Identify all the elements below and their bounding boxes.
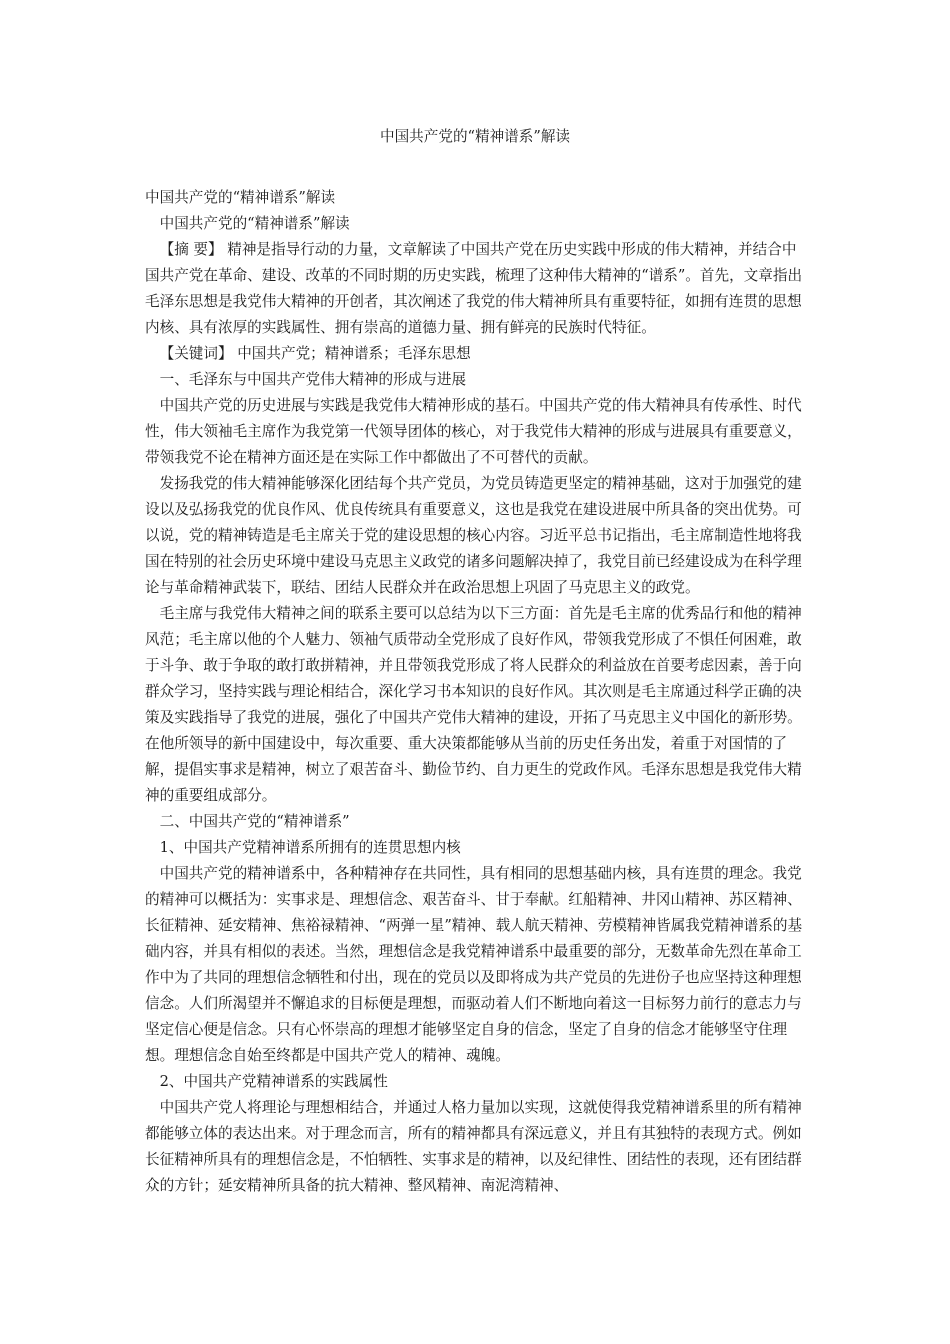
section-heading: 二、中国共产党的“精神谱系” [159, 813, 350, 830]
repeat-title: 中国共产党的“精神谱系”解读 [145, 189, 336, 206]
document-page [145, 127, 805, 1199]
document-title: 中国共产党的“精神谱系”解读 [379, 128, 571, 145]
body-paragraph: 毛主席与我党伟大精神之间的联系主要可以总结为以下三方面：首先是毛主席的优秀品行和他的精神风范；毛主席以他的个人魅力、领袖气质带动全党形成了良好作风，带领我党形成了不惧任何困难，敢于斗争、敢于争取的敢打敢拼精神，并且带领我党形成了将人民群众的利益放在首要考虑因素，善于向群众学习，坚持实践与理论相结合，深化学习书本知识的良好作风。其次则是毛主席通过科学正确的决策及实践指导了我党的进展，强化了中国共产党伟大精神的建设，开拓了马克思主义中国化的新形势。在他所领导的新中国建设中，每次重要、重大决策都能够从当前的历史任务出发，着重于对国情的了解，提倡实事求是精神，树立了艰苦奋斗、勤俭节约、自力更生的党政作风。毛泽东思想是我党伟大精神的重要组成部分。 [145, 605, 802, 804]
section-heading: 一、毛泽东与中国共产党伟大精神的形成与进展 [159, 371, 467, 388]
body-paragraph: 中国共产党人将理论与理想相结合，并通过人格力量加以实现，这就使得我党精神谱系里的所有精神都能够立体的表达出来。对于理念而言，所有的精神都具有深远意义，并且有其独特的表现方式。例如长征精神所具有的理想信念是，不怕牺牲、实事求是的精神，以及纪律性、团结性的表现，还有团结群众的方针；延安精神所具备的抗大精神、整风精神、南泥湾精神、 [145, 1099, 802, 1194]
body-paragraph: 中国共产党的精神谱系中，各种精神存在共同性，具有相同的思想基础内核，具有连贯的理念。我党的精神可以概括为：实事求是、理想信念、艰苦奋斗、甘于奉献。红船精神、井冈山精神、苏区精神、长征精神、延安精神、焦裕禄精神、“两弹一星”精神、载人航天精神、劳模精神皆属我党精神谱系的基础内容，并具有相似的表述。当然，理想信念是我党精神谱系中最重要的部分，无数革命先烈在革命工作中为了共同的理想信念牺牲和付出，现在的党员以及即将成为共产党员的先进份子也应坚持这种理想信念。人们所渴望并不懈追求的目标便是理想，而驱动着人们不断地向着这一目标努力前行的意志力与坚定信心便是信念。只有心怀崇高的理想才能够坚定自身的信念，坚定了自身的信念才能够坚守住理想。理想信念自始至终都是中国共产党人的精神、魂魄。 [145, 865, 803, 1064]
subsection-heading: 2、中国共产党精神谱系的实践属性 [159, 1073, 388, 1090]
abstract-paragraph: 【摘 要】 精神是指导行动的力量，文章解读了中国共产党在历史实践中形成的伟大精神，并结合中国共产党在革命、建设、改革的不同时期的历史实践，梳理了这种伟大精神的“谱系”。首先，文章指出毛泽东思想是我党伟大精神的开创者，其次阐述了我党的伟大精神所具有重要特征，如拥有连贯的思想内核、具有浓厚的实践属性、拥有崇高的道德力量、拥有鲜亮的民族时代特征。 [145, 241, 803, 336]
subsection-heading: 1、中国共产党精神谱系所拥有的连贯思想内核 [159, 839, 461, 856]
repeat-title-indented: 中国共产党的“精神谱系”解读 [159, 215, 350, 232]
body-paragraph: 发扬我党的伟大精神能够深化团结每个共产党员，为党员铸造更坚定的精神基础，这对于加强党的建设以及弘扬我党的优良作风、优良传统具有重要意义，这也是我党在建设进展中所具备的突出优势。可以说，党的精神铸造是毛主席关于党的建设思想的核心内容。习近平总书记指出，毛主席制造性地将我国在特别的社会历史环境中建设马克思主义政党的诸多问题解决掉了，我党目前已经建设成为在科学理论与革命精神武装下，联结、团结人民群众并在政治思想上巩固了马克思主义的政党。 [145, 475, 802, 596]
body-paragraph: 中国共产党的历史进展与实践是我党伟大精神形成的基石。中国共产党的伟大精神具有传承性、时代性，伟大领袖毛主席作为我党第一代领导团体的核心，对于我党伟大精神的形成与进展具有重要意义，带领我党不论在精神方面还是在实际工作中都做出了不可替代的贡献。 [145, 397, 802, 466]
keywords-line: 【关键词】 中国共产党；精神谱系；毛泽东思想 [159, 345, 471, 362]
